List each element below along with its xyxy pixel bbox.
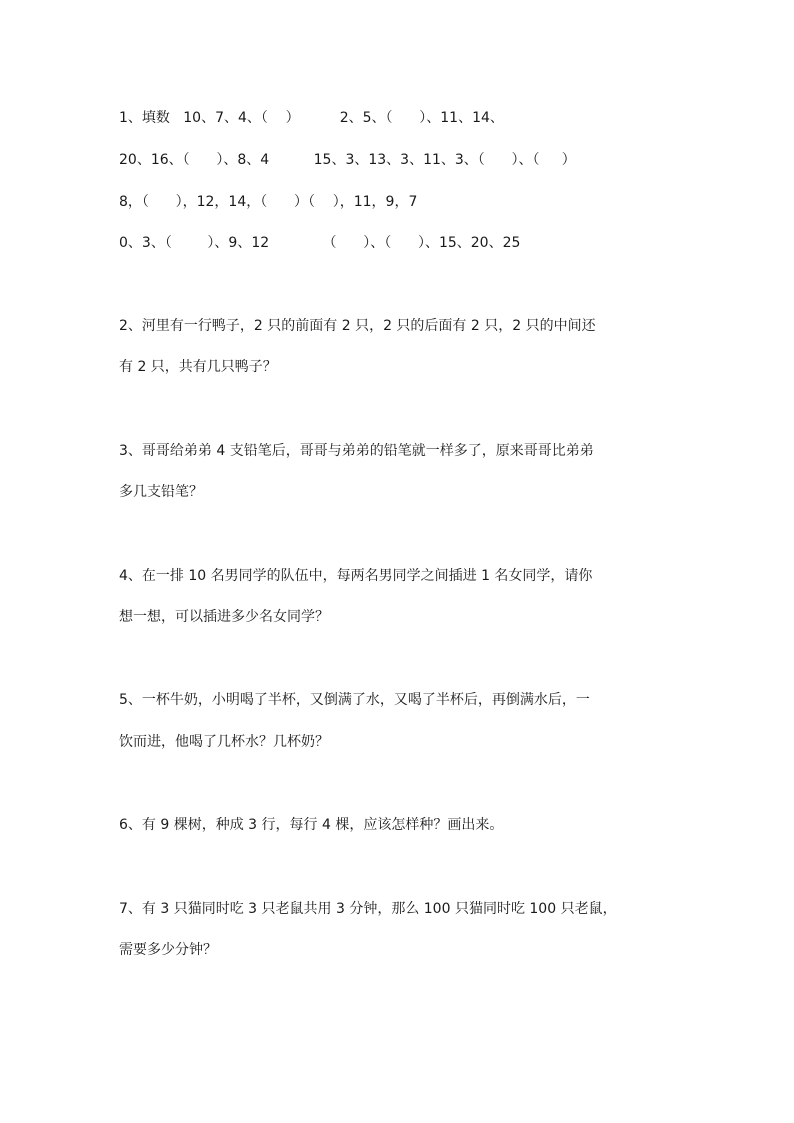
question-1-line-4: 0、3、（ ）、9、12 （ ）、（ ）、15、20、25 <box>119 235 521 251</box>
question-6-line-1: 6、有 9 棵树，种成 3 行，每行 4 棵，应该怎样种？画出来。 <box>119 817 504 833</box>
question-2-line-2: 有 2 只，共有几只鸭子？ <box>119 359 277 375</box>
question-5-line-2: 饮而进，他喝了几杯水？几杯奶？ <box>119 734 329 750</box>
question-4-line-1: 4、在一排 10 名男同学的队伍中，每两名男同学之间插进 1 名女同学，请你 <box>119 568 593 584</box>
question-4-line-2: 想一想，可以插进多少名女同学？ <box>119 609 329 625</box>
question-3-line-2: 多几支铅笔？ <box>119 484 203 500</box>
question-1-line-2: 20、16、（ ）、8、4 15、3、13、3、11、3、（ ）、（ ） <box>119 152 576 168</box>
question-1-line-3: 8，（ ），12，14，（ ）（ ），11，9，7 <box>119 194 418 210</box>
question-7-line-2: 需要多少分钟？ <box>119 942 217 958</box>
question-7-line-1: 7、有 3 只猫同时吃 3 只老鼠共用 3 分钟，那么 100 只猫同时吃 100 只老鼠， <box>119 901 617 917</box>
question-3-line-1: 3、哥哥给弟弟 4 支铅笔后，哥哥与弟弟的铅笔就一样多了，原来哥哥比弟弟 <box>119 443 594 459</box>
question-1-line-1: 1、填数 10、7、4、（ ） 2、5、（ ）、11、14、 <box>119 110 504 126</box>
question-2-line-1: 2、河里有一行鸭子，2 只的前面有 2 只，2 只的后面有 2 只，2 只的中间还 <box>119 318 596 334</box>
question-5-line-1: 5、一杯牛奶，小明喝了半杯，又倒满了水，又喝了半杯后，再倒满水后，一 <box>119 692 590 708</box>
